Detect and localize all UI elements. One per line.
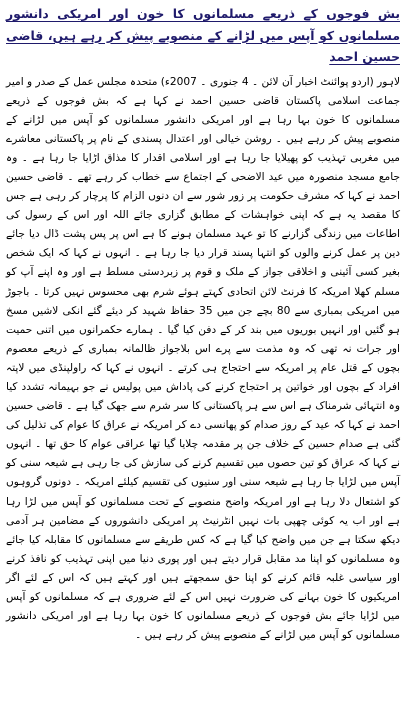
article-headline: بش فوجوں کے ذریعے مسلمانوں کا خون اور امریکی دانشور مسلمانوں کو آپس میں لڑانے کے منصوبے پیش کر رہے ہیں، قاضی حسین احمد [6,6,400,64]
article-body: لاہور (اردو پوائنٹ اخبار آن لائن ۔ 4 جنوری ۔ 2007ء) متحدہ مجلس عمل کے صدر و امیر جماعت اسلامی پاکستان قاضی حسین احمد نے کہا ہے کہ بش فوجوں کے ذریعے مسلمانوں کا خون بہا رہا ہے اور امریکی دانشور مسلمانوں کو آپس میں لڑانے کے منصوبے پیش کر رہے ہیں ۔ روشن خیالی اور اعتدال پسندی کے نام پر پاکستانی معاشرے میں مغربی تہذیب کو پھیلایا جا رہا ہے اور اسلامی اقدار کا مذاق اڑایا جا رہا ہے ۔ وہ جامع مسجد منصورہ میں عید الاضحی کے اجتماع سے خطاب کر رہے تھے ۔ قاضی حسین احمد نے کہا کہ مشرف حکومت پر زور شور سے ان دنوں الزام کا پرچار کر رہی ہے جس کا مقصد یہ ہے کہ اپنی خواہشات کے مطابق گزاری جائے اللہ اور اس کے رسول کی اطاعات میں زندگی گزارنے کا تو عہد مسلمان ہونے کا ہے اس پر پس پشت ڈال دیا جائے دین پر عمل کرنے والوں کو انتہا پسند قرار دیا جا رہا ہے ۔ انہوں نے کہا کہ ایک شخص بغیر کسی آئینی و اخلاقی جواز کے ملک و قوم پر زبردستی مسلط ہے اور وہ اپنے آپ کو مسلم کھلا امریکہ کا فرنٹ لائن اتحادی کہتے ہوئے شرم بھی محسوس نہیں کرتا ۔ باجوڑ میں امریکی بمباری سے 80 بچے جن میں 35 حفاظ شہید کر دیئے گئے انکی لاشیں مسخ ہو گئیں اور انہیں بوریوں میں بند کر کے دفن کیا گیا ۔ ہمارے حکمرانوں میں اتنی حمیت اور جرات نہ تھی کہ وہ مذمت سے پرے اس بلاجواز ظالمانہ بمباری کے ذریعے معصوم بچوں کے قتل عام پر امریکہ سے احتجاج ہی کرتے ۔ انہوں نے کہا کہ راولپنڈی میں لاپتہ افراد کے بچوں اور خواتین پر احتجاج کرنے کی پاداش میں پولیس نے جو بہیمانہ تشدد کیا وہ انتہائی شرمناک ہے اس سے ہر پاکستانی کا سر شرم سے جھک گیا ہے ۔ قاضی حسین احمد نے کہا کہ عید کے روز صدام کو پھانسی دے کر امریکہ نے عراق کا عوام کی تذلیل کی گئی ہے صدام حسین کے خلاف جن پر مقدمہ چلایا گیا تھا عراقی عوام کا حق تھا ۔ انہوں نے کہا کہ عراق کو تین حصوں میں تقسیم کرنے کی سازش کی جا رہی ہے شیعہ سنی کو آپس میں لڑایا جا رہا ہے شیعہ سنی اور سنیوں کی تقسیم کیلئے امریکہ ۔ دونوں گروہوں کو اشتعال دلا رہا ہے اور امریکہ واضح منصوبے کے تحت مسلمانوں کو آپس میں لڑا رہا ہے اور اب یہ کوئی چھپی بات نہیں انٹرنیٹ پر امریکی دانشوروں کے مضامین ہر آدمی دیکھ سکتا ہے جن میں واضح کیا گیا ہے کہ کس طریقے سے مسلمانوں کا مقابلہ کیا جائے وہ مسلمانوں کو اپنا مد مقابل قرار دیتے ہیں اور پوری دنیا میں اپنی تہذیب کو نافذ کرنے اور سیاسی غلبہ قائم کرنے کو اپنا حق سمجھتے ہیں اور کہتے ہیں کہ اس کے لئے اگر امریکیوں کا خون بہانے کی ضرورت نہیں اس کے لئے ضروری ہے کہ مسلمانوں کو آپس میں لڑایا جائے بش فوجوں کے ذریعے مسلمانوں کا خون بہا رہا ہے اور امریکی دانشور مسلمانوں کو آپس میں لڑانے کے منصوبے پیش کر رہے ہیں ۔ [6,75,401,642]
